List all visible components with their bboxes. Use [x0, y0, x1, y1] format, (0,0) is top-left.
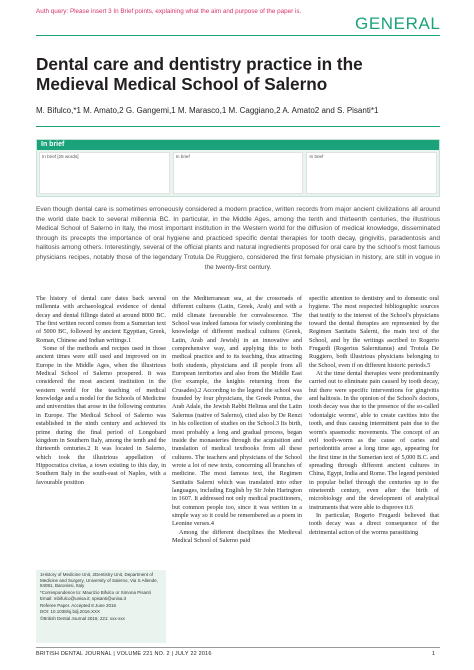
author-list: M. Bifulco,*1 M. Amato,2 G. Gangemi,1 M. Marasco,1 M. Caggiano,2 A. Amato2 and S. Pisanti*1 — [36, 106, 379, 115]
paragraph: Some of the methods and recipes used in those ancient times were still used and improved on in Europe in the Middle Ages, when the illustrious Medical School of Salerno prospered. It was considered the most ancient institution in the western world for the teaching of medical knowledge and a model for the Schools of Medicine and universities that arose in the following centuries in Europe. The Medical School of Salerno was established in the ninth century and achieved its prime during the final period of Longobard kingdom in Southern Italy, among the tenth and the thirteenth centuries.2 It was located in Salerno, which took the illustrious appellation of Hippocratica civitas, a town existing to this day, in Southern Italy in the south-east of Naples, with a favourable position — [36, 345, 166, 486]
paragraph: on the Mediterranean sea, at the crossroads of different cultures (Latin, Greek, Arab) and with a mild climate favourable for convalescence. The School was indeed famous for wisely combining the knowledge of different medical cultures (Greek, Latin, Arab and Jewish) in an innovative and comprehensive way, and applying this to both medical practice and to its teaching, thus attracting both students, physicians and ill people from all European territories and also from the Middle East (for example, the knights returning from the Crusades).2 According to the legend the school was founded by four physicians, the Greek Pontus, the Arab Adale, the Jewish Rabbi Helinus and the Latin Salernus (native of Salerno), cited also by De Renzi in his collection of studies on the School.3 Its birth, most probably a long and gradual process, began inside the monasteries through the acquisition and translation of medical textbooks from all these cultures. The teachers and physicians of the School wrote a lot of new texts, concerning all branches of medicine. The most famous text, the Regimen Sanitatis Salerni which was translated into other languages, including English by Sir John Harington in 1607. It addressed not only medical practitioners, but common people too, since it was written in a simple way so it could be remembered as a poem in Leonine verses.4 — [172, 295, 302, 528]
header-rule — [36, 35, 440, 36]
doi-text[interactable]: DOI: 10.1038/sj.bdj.2016.XXX — [40, 609, 101, 614]
paragraph: The history of dental care dates back several millennia with archaeological evidence of dental decay and dental fillings dated at around 8000 BC. The first written record comes from a Sumerian text of 5000 BC, followed by ancient Egyptian, Greek, Roman, Chinese and Indian writings.1 — [36, 295, 166, 344]
in-brief-columns — [37, 150, 439, 196]
referee-text: Referee Paper. Accepted 8 June 2016 — [40, 602, 117, 608]
author-query: Auth query: Please insert 3 In Brief points, explaining what the aim and purpose of the paper is. — [36, 8, 302, 15]
in-brief-heading: In brief — [37, 140, 439, 150]
in-brief-point[interactable]: In brief [25 words] — [39, 152, 170, 194]
body-column-2 — [172, 295, 302, 545]
abstract: Even though dental care is sometimes erroneously considered a modern practice, written records from major ancient civilizations all around the world date back to several millennia BC. In particular, in the Middle Ages, among the tenth and thirteenth centuries, the illustrious Medical School of Salerno in Italy, the most important institution in the Western world for the diffusion of medical knowledge, disseminated through its precepts the importance of oral hygiene and practiced specific dental therapies for tooth decay, gingivitis, paradentosis and halitosis among others. Interestingly, several of the official plants and natural ingredients proposed for oral care by the school's most famous physicians recipes, notably those of the legendary Trotula De Ruggiero, considered the first female physician in history, are still in vogue in the twenty-first century. — [36, 206, 440, 271]
in-brief-box — [36, 139, 440, 197]
in-brief-point[interactable]: In brief — [306, 152, 437, 194]
section-label: GENERAL — [355, 14, 441, 33]
paragraph: In particular, Rogerio Frugardi believed that tooth decay was a direct consequence of the detrimental action of the worms parasitising — [309, 511, 439, 536]
email-text[interactable]: Email: mbifulco@unisa.it; spisanti@unisa.it — [40, 596, 126, 601]
footer-rule — [36, 647, 440, 648]
article-title: Dental care and dentistry practice in the Medieval Medical School of Salerno — [36, 54, 363, 94]
author-rule — [36, 126, 440, 127]
paragraph: specific attention to dentistry and to domestic oral hygiene. The most respected bibliographic sources that testify to the interest of the School's physicians toward the dental therapies are represented by the Regimen Sanitatis Salerni, the main text of the School, and by the writings ascribed to Rogerio Frugardi (Rogerius Salernitanus) and Trotula De Ruggiero, both illustrious physicians belonging to the School, even if on different historic periods.5 — [309, 295, 439, 369]
correspondence-text: *Correspondence to: Maurizio Bifulco or Simona Pisanti — [40, 589, 151, 595]
paragraph: Among the different disciplines the Medieval Medical School of Salerno paid — [172, 528, 302, 544]
paragraph: At the time dental therapies were predominantly carried out to eliminate pain caused by tooth decay, but there were specific interventions for gingivitis and halitosis. In the opinion of the School's doctors, tooth decay was due to the presence of the so-called 'odontalgic worms', able to create cavities into the tooth, and thus causing intermittent pain due to the worm's spasmodic movements. The concept of an evil tooth-worm as the cause of caries and periodontitis arose a long time ago, appearing for the first time in the Sumerian text of 5,000 B.C. and spreading through different ancient cultures in China, Egypt, India and Rome. The legend persisted in popular belief through the centuries up to the nineteenth century, even after the birth of microbiology and the development of analytical instruments that were able to disprove it.6 — [309, 370, 439, 511]
affiliation-text: 1History of Medicine Unit, 2Dentistry Unit, Department of Medicine and Surgery, University of Salerno, Via S Allende, 84081, Baronissi, Italy — [40, 572, 158, 588]
body-column-1 — [36, 295, 166, 487]
journal-footer: BRITISH DENTAL JOURNAL | VOLUME 221 NO. 2 | JULY 22 2016 — [36, 651, 212, 657]
in-brief-point[interactable]: In brief — [173, 152, 304, 194]
body-column-3 — [309, 295, 439, 537]
affiliation-notes — [36, 570, 166, 643]
copyright-text: ©British Dental Journal 2016; 221: xxx-xxx — [40, 615, 125, 621]
page-number: 1 — [432, 651, 436, 657]
